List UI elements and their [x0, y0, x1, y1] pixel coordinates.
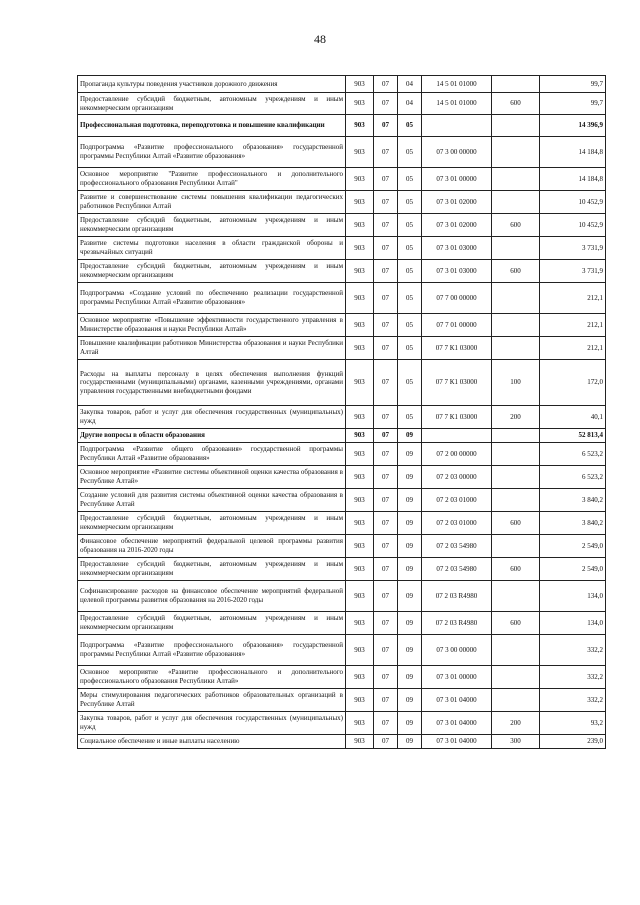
budget-table-body [78, 76, 606, 749]
table-row [78, 489, 606, 512]
row-subsection-cell: 09 [398, 558, 422, 581]
table-row [78, 337, 606, 360]
row-target-article-cell: 14 5 01 01000 [422, 76, 492, 93]
row-grbs-cell: 903 [346, 214, 374, 237]
row-expense-type-cell: 600 [492, 214, 540, 237]
row-grbs-cell: 903 [346, 406, 374, 429]
row-amount-cell: 239,0 [540, 735, 606, 749]
row-section-cell: 07 [374, 666, 398, 689]
row-target-article-cell: 07 3 01 04000 [422, 735, 492, 749]
row-subsection-cell: 09 [398, 712, 422, 735]
row-grbs-cell: 903 [346, 666, 374, 689]
row-section-cell: 07 [374, 489, 398, 512]
row-subsection-cell: 05 [398, 237, 422, 260]
row-section-cell: 07 [374, 558, 398, 581]
row-name-cell: Социальное обеспечение и иные выплаты населению [78, 735, 346, 749]
row-amount-cell: 3 840,2 [540, 489, 606, 512]
row-grbs-cell: 903 [346, 76, 374, 93]
row-target-article-cell: 07 7 01 00000 [422, 314, 492, 337]
row-section-cell: 07 [374, 712, 398, 735]
row-name-cell: Развитие системы подготовки населения в области гражданской обороны и чрезвычайных ситуаций [78, 237, 346, 260]
row-subsection-cell: 09 [398, 735, 422, 749]
row-amount-cell: 2 549,0 [540, 558, 606, 581]
row-name-cell: Подпрограмма «Создание условий по обеспечению реализации государственной программы Республики Алтай «Развитие образования» [78, 283, 346, 314]
row-expense-type-cell: 600 [492, 512, 540, 535]
row-grbs-cell: 903 [346, 466, 374, 489]
row-target-article-cell: 07 7 К1 03000 [422, 337, 492, 360]
row-name-cell: Предоставление субсидий бюджетным, автономным учреждениям и иным некоммерческим организациям [78, 214, 346, 237]
row-subsection-cell: 09 [398, 429, 422, 443]
row-name-cell: Основное мероприятие "Развитие профессионального и дополнительного профессионального образования Республики Алтай" [78, 168, 346, 191]
table-row [78, 581, 606, 612]
row-grbs-cell: 903 [346, 337, 374, 360]
row-target-article-cell [422, 429, 492, 443]
row-subsection-cell: 05 [398, 168, 422, 191]
row-amount-cell: 332,2 [540, 635, 606, 666]
row-grbs-cell: 903 [346, 489, 374, 512]
row-grbs-cell: 903 [346, 635, 374, 666]
row-section-cell: 07 [374, 237, 398, 260]
row-grbs-cell: 903 [346, 115, 374, 137]
table-row [78, 93, 606, 115]
row-expense-type-cell: 200 [492, 712, 540, 735]
row-subsection-cell: 09 [398, 443, 422, 466]
row-section-cell: 07 [374, 260, 398, 283]
table-row [78, 512, 606, 535]
row-expense-type-cell [492, 581, 540, 612]
row-target-article-cell: 07 3 00 00000 [422, 635, 492, 666]
row-expense-type-cell [492, 666, 540, 689]
row-expense-type-cell: 600 [492, 260, 540, 283]
table-row [78, 214, 606, 237]
row-amount-cell: 93,2 [540, 712, 606, 735]
row-grbs-cell: 903 [346, 535, 374, 558]
row-expense-type-cell [492, 137, 540, 168]
row-amount-cell: 52 813,4 [540, 429, 606, 443]
row-amount-cell: 172,0 [540, 360, 606, 406]
row-expense-type-cell [492, 535, 540, 558]
table-row [78, 191, 606, 214]
row-name-cell: Закупка товаров, работ и услуг для обеспечения государственных (муниципальных) нужд [78, 712, 346, 735]
row-target-article-cell: 07 3 01 04000 [422, 712, 492, 735]
row-name-cell: Софинансирование расходов на финансовое обеспечение мероприятий федеральной целевой программы развития образования на 2016-2020 годы [78, 581, 346, 612]
row-expense-type-cell [492, 314, 540, 337]
row-section-cell: 07 [374, 581, 398, 612]
table-row [78, 558, 606, 581]
row-amount-cell: 3 731,9 [540, 237, 606, 260]
table-row [78, 535, 606, 558]
row-subsection-cell: 05 [398, 314, 422, 337]
row-amount-cell: 40,1 [540, 406, 606, 429]
row-amount-cell: 3 840,2 [540, 512, 606, 535]
row-name-cell: Предоставление субсидий бюджетным, автономным учреждениям и иным некоммерческим организациям [78, 93, 346, 115]
page-number: 48 [314, 32, 326, 46]
table-row [78, 76, 606, 93]
row-subsection-cell: 05 [398, 115, 422, 137]
row-amount-cell: 212,1 [540, 283, 606, 314]
row-section-cell: 07 [374, 337, 398, 360]
row-grbs-cell: 903 [346, 712, 374, 735]
row-grbs-cell: 903 [346, 581, 374, 612]
row-target-article-cell: 07 7 К1 03000 [422, 360, 492, 406]
table-row [78, 137, 606, 168]
row-expense-type-cell: 600 [492, 612, 540, 635]
row-grbs-cell: 903 [346, 237, 374, 260]
row-expense-type-cell [492, 168, 540, 191]
row-expense-type-cell [492, 191, 540, 214]
row-name-cell: Другие вопросы в области образования [78, 429, 346, 443]
row-expense-type-cell [492, 283, 540, 314]
row-amount-cell: 134,0 [540, 581, 606, 612]
row-section-cell: 07 [374, 429, 398, 443]
row-amount-cell: 332,2 [540, 666, 606, 689]
table-row [78, 360, 606, 406]
row-target-article-cell: 07 3 01 02000 [422, 214, 492, 237]
table-row [78, 260, 606, 283]
row-expense-type-cell [492, 466, 540, 489]
row-grbs-cell: 903 [346, 512, 374, 535]
row-target-article-cell: 07 3 01 02000 [422, 191, 492, 214]
row-amount-cell: 134,0 [540, 612, 606, 635]
row-grbs-cell: 903 [346, 612, 374, 635]
row-subsection-cell: 09 [398, 512, 422, 535]
row-amount-cell: 99,7 [540, 93, 606, 115]
table-row [78, 237, 606, 260]
row-section-cell: 07 [374, 406, 398, 429]
row-section-cell: 07 [374, 76, 398, 93]
row-amount-cell: 212,1 [540, 337, 606, 360]
row-expense-type-cell: 300 [492, 735, 540, 749]
row-section-cell: 07 [374, 635, 398, 666]
row-grbs-cell: 903 [346, 314, 374, 337]
row-section-cell: 07 [374, 689, 398, 712]
row-subsection-cell: 05 [398, 137, 422, 168]
row-name-cell: Финансовое обеспечение мероприятий федеральной целевой программы развития образования на 2016-2020 годы [78, 535, 346, 558]
row-expense-type-cell [492, 689, 540, 712]
row-subsection-cell: 09 [398, 689, 422, 712]
row-expense-type-cell [492, 115, 540, 137]
row-expense-type-cell [492, 76, 540, 93]
row-name-cell: Подпрограмма «Развитие профессионального образования» государственной программы Республики Алтай «Развитие образования» [78, 137, 346, 168]
row-target-article-cell: 07 3 00 00000 [422, 137, 492, 168]
row-subsection-cell: 04 [398, 76, 422, 93]
table-row [78, 314, 606, 337]
table-row [78, 666, 606, 689]
row-name-cell: Предоставление субсидий бюджетным, автономным учреждениям и иным некоммерческим организациям [78, 612, 346, 635]
row-subsection-cell: 09 [398, 466, 422, 489]
row-name-cell: Пропаганда культуры поведения участников дорожного движения [78, 76, 346, 93]
row-section-cell: 07 [374, 535, 398, 558]
row-name-cell: Расходы на выплаты персоналу в целях обеспечения выполнения функций государственными (муниципальными) органами, казенными учреждениями, органами управления государственными внебюджетными фондами [78, 360, 346, 406]
row-target-article-cell: 07 2 03 54980 [422, 535, 492, 558]
row-grbs-cell: 903 [346, 735, 374, 749]
row-expense-type-cell: 100 [492, 360, 540, 406]
table-row [78, 406, 606, 429]
row-target-article-cell: 07 3 01 00000 [422, 168, 492, 191]
row-target-article-cell: 07 3 01 00000 [422, 666, 492, 689]
table-row [78, 443, 606, 466]
row-target-article-cell: 07 2 03 01000 [422, 512, 492, 535]
row-name-cell: Предоставление субсидий бюджетным, автономным учреждениям и иным некоммерческим организациям [78, 260, 346, 283]
row-target-article-cell: 07 7 00 00000 [422, 283, 492, 314]
table-row [78, 429, 606, 443]
row-subsection-cell: 05 [398, 214, 422, 237]
table-row [78, 635, 606, 666]
row-target-article-cell: 07 2 03 R4980 [422, 581, 492, 612]
row-section-cell: 07 [374, 93, 398, 115]
row-grbs-cell: 903 [346, 360, 374, 406]
row-expense-type-cell [492, 237, 540, 260]
row-subsection-cell: 05 [398, 337, 422, 360]
row-expense-type-cell [492, 635, 540, 666]
row-section-cell: 07 [374, 191, 398, 214]
row-grbs-cell: 903 [346, 283, 374, 314]
table-row [78, 283, 606, 314]
row-expense-type-cell: 600 [492, 558, 540, 581]
row-grbs-cell: 903 [346, 443, 374, 466]
row-name-cell: Создание условий для развития системы объективной оценки качества образования в Республике Алтай [78, 489, 346, 512]
row-amount-cell: 332,2 [540, 689, 606, 712]
row-amount-cell: 14 184,8 [540, 168, 606, 191]
row-name-cell: Меры стимулирования педагогических работников образовательных организаций в Республике Алтай [78, 689, 346, 712]
row-section-cell: 07 [374, 115, 398, 137]
row-amount-cell: 3 731,9 [540, 260, 606, 283]
row-expense-type-cell [492, 429, 540, 443]
row-amount-cell: 14 396,9 [540, 115, 606, 137]
row-grbs-cell: 903 [346, 689, 374, 712]
row-name-cell: Предоставление субсидий бюджетным, автономным учреждениям и иным некоммерческим организациям [78, 558, 346, 581]
table-row [78, 689, 606, 712]
row-subsection-cell: 05 [398, 283, 422, 314]
row-target-article-cell: 07 2 00 00000 [422, 443, 492, 466]
table-row [78, 168, 606, 191]
row-name-cell: Закупка товаров, работ и услуг для обеспечения государственных (муниципальных) нужд [78, 406, 346, 429]
row-subsection-cell: 09 [398, 666, 422, 689]
row-amount-cell: 6 523,2 [540, 443, 606, 466]
row-amount-cell: 212,1 [540, 314, 606, 337]
row-target-article-cell: 14 5 01 01000 [422, 93, 492, 115]
row-expense-type-cell [492, 443, 540, 466]
row-target-article-cell: 07 3 01 03000 [422, 260, 492, 283]
row-target-article-cell: 07 2 03 00000 [422, 466, 492, 489]
row-section-cell: 07 [374, 612, 398, 635]
row-amount-cell: 6 523,2 [540, 466, 606, 489]
row-name-cell: Основное мероприятие «Развитие системы объективной оценки качества образования в Республике Алтай» [78, 466, 346, 489]
row-name-cell: Основное мероприятие «Повышение эффективности государственного управления в Министерстве образования и науки Республики Алтай» [78, 314, 346, 337]
row-target-article-cell: 07 3 01 03000 [422, 237, 492, 260]
row-amount-cell: 2 549,0 [540, 535, 606, 558]
row-section-cell: 07 [374, 283, 398, 314]
row-grbs-cell: 903 [346, 429, 374, 443]
row-section-cell: 07 [374, 512, 398, 535]
row-subsection-cell: 05 [398, 406, 422, 429]
row-name-cell: Предоставление субсидий бюджетным, автономным учреждениям и иным некоммерческим организациям [78, 512, 346, 535]
row-subsection-cell: 04 [398, 93, 422, 115]
row-name-cell: Подпрограмма «Развитие общего образования» государственной программы Республики Алтай «Развитие образования» [78, 443, 346, 466]
row-name-cell: Подпрограмма «Развитие профессионального образования» государственной программы Республики Алтай «Развитие образования» [78, 635, 346, 666]
row-subsection-cell: 09 [398, 489, 422, 512]
row-section-cell: 07 [374, 214, 398, 237]
row-grbs-cell: 903 [346, 168, 374, 191]
row-section-cell: 07 [374, 735, 398, 749]
row-target-article-cell [422, 115, 492, 137]
row-amount-cell: 99,7 [540, 76, 606, 93]
table-row [78, 115, 606, 137]
row-grbs-cell: 903 [346, 93, 374, 115]
row-section-cell: 07 [374, 360, 398, 406]
row-section-cell: 07 [374, 137, 398, 168]
table-row [78, 612, 606, 635]
row-expense-type-cell: 200 [492, 406, 540, 429]
row-section-cell: 07 [374, 443, 398, 466]
row-amount-cell: 14 184,8 [540, 137, 606, 168]
row-name-cell: Развитие и совершенствование системы повышения квалификации педагогических работников Республики Алтай [78, 191, 346, 214]
row-target-article-cell: 07 2 03 R4980 [422, 612, 492, 635]
row-name-cell: Повышение квалификации работников Министерства образования и науки Республики Алтай [78, 337, 346, 360]
row-amount-cell: 10 452,9 [540, 191, 606, 214]
row-grbs-cell: 903 [346, 260, 374, 283]
row-target-article-cell: 07 2 03 01000 [422, 489, 492, 512]
row-subsection-cell: 09 [398, 535, 422, 558]
row-subsection-cell: 05 [398, 191, 422, 214]
row-grbs-cell: 903 [346, 191, 374, 214]
row-name-cell: Профессиональная подготовка, переподготовка и повышение квалификации [78, 115, 346, 137]
row-expense-type-cell [492, 489, 540, 512]
row-target-article-cell: 07 2 03 54980 [422, 558, 492, 581]
row-subsection-cell: 05 [398, 260, 422, 283]
row-section-cell: 07 [374, 466, 398, 489]
table-row [78, 466, 606, 489]
row-subsection-cell: 09 [398, 581, 422, 612]
row-target-article-cell: 07 7 К1 03000 [422, 406, 492, 429]
row-subsection-cell: 05 [398, 360, 422, 406]
row-grbs-cell: 903 [346, 137, 374, 168]
row-amount-cell: 10 452,9 [540, 214, 606, 237]
row-section-cell: 07 [374, 168, 398, 191]
budget-table [77, 75, 606, 749]
row-expense-type-cell: 600 [492, 93, 540, 115]
row-expense-type-cell [492, 337, 540, 360]
row-grbs-cell: 903 [346, 558, 374, 581]
row-subsection-cell: 09 [398, 612, 422, 635]
row-name-cell: Основное мероприятие «Развитие профессионального и дополнительного профессионального образования Республики Алтай» [78, 666, 346, 689]
table-row [78, 712, 606, 735]
table-row [78, 735, 606, 749]
row-section-cell: 07 [374, 314, 398, 337]
row-target-article-cell: 07 3 01 04000 [422, 689, 492, 712]
row-subsection-cell: 09 [398, 635, 422, 666]
